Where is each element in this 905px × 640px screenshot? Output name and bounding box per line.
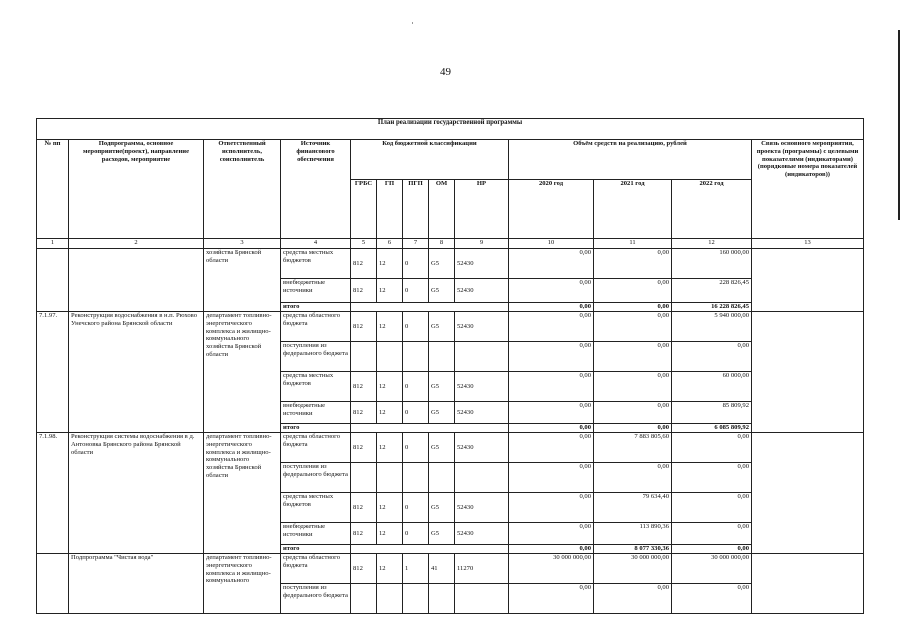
row-num: 7.1.97. <box>37 312 69 433</box>
cell-grbs: 812 <box>351 493 377 523</box>
col-number: 4 <box>281 239 351 249</box>
header-nr: НР <box>455 180 509 239</box>
cell-om: G5 <box>429 433 455 463</box>
row-source: средства областного бюджета <box>281 312 351 342</box>
header-name: Подпрограмма, основное мероприятие(проект), направление расходов, мероприятие <box>69 140 204 239</box>
cell-2021: 0,00 <box>594 249 672 279</box>
cell-om: G5 <box>429 493 455 523</box>
cell-2021: 30 000 000,00 <box>594 554 672 584</box>
row-source: поступления из федерального бюджета <box>281 463 351 493</box>
row-name: Реконструкция водоснабжения в н.п. Рюхово Унечского района Брянской области <box>69 312 204 433</box>
header-2021: 2021 год <box>594 180 672 239</box>
cell-gp: 12 <box>377 312 403 342</box>
cell-grbs: 812 <box>351 402 377 424</box>
total-2022: 16 228 826,45 <box>672 303 752 312</box>
row-name: Реконструкция системы водоснабжения в д. Антоновка Брянского района Брянской области <box>69 433 204 554</box>
cell-2020: 0,00 <box>509 372 594 402</box>
row-link <box>752 312 864 433</box>
total-2021: 8 077 330,36 <box>594 545 672 554</box>
cell-gp: 12 <box>377 372 403 402</box>
cell-2021: 0,00 <box>594 279 672 303</box>
row-link <box>752 433 864 554</box>
row-num <box>37 249 69 312</box>
cell-om: G5 <box>429 249 455 279</box>
cell-grbs: 812 <box>351 312 377 342</box>
cell-2022: 0,00 <box>672 342 752 372</box>
row-source: внебюджетные источники <box>281 523 351 545</box>
cell-om: 41 <box>429 554 455 584</box>
row-executor: департамент топливно-энергетического комплекса и жилищно-коммунального хозяйства Брянской области <box>204 312 281 433</box>
cell-nr: 52430 <box>455 523 509 545</box>
cell-gp: 12 <box>377 433 403 463</box>
cell-2020: 0,00 <box>509 433 594 463</box>
cell-pgp <box>403 463 429 493</box>
cell-2021: 7 883 805,60 <box>594 433 672 463</box>
cell-grbs <box>351 584 377 614</box>
cell-gp: 12 <box>377 402 403 424</box>
col-number: 1 <box>37 239 69 249</box>
column-number-row <box>37 239 864 249</box>
row-source: средства областного бюджета <box>281 554 351 584</box>
col-number: 5 <box>351 239 377 249</box>
cell-2021: 113 890,36 <box>594 523 672 545</box>
total-2020: 0,00 <box>509 424 594 433</box>
row-source: средства местных бюджетов <box>281 249 351 279</box>
cell-nr <box>455 342 509 372</box>
cell-nr: 52430 <box>455 433 509 463</box>
header-om: ОМ <box>429 180 455 239</box>
cell-grbs: 812 <box>351 279 377 303</box>
cell-grbs: 812 <box>351 372 377 402</box>
cell-2021: 79 634,40 <box>594 493 672 523</box>
total-label: итого <box>281 545 351 554</box>
table-row <box>37 433 864 463</box>
row-executor: хозяйства Брянской области <box>204 249 281 312</box>
header-num: № пп <box>37 140 69 239</box>
cell-nr: 52430 <box>455 312 509 342</box>
cell-nr: 52430 <box>455 493 509 523</box>
row-source: поступления из федерального бюджета <box>281 342 351 372</box>
cell-nr <box>455 584 509 614</box>
cell-2022: 0,00 <box>672 463 752 493</box>
table-title-row <box>37 119 864 140</box>
header-budget-code: Код бюджетной классификации <box>351 140 509 180</box>
row-source: внебюджетные источники <box>281 402 351 424</box>
row-executor: департамент топливно-энергетического комплекса и жилищно-коммунального хозяйства Брянской области <box>204 433 281 554</box>
cell-om <box>429 342 455 372</box>
row-num: 7.1.98. <box>37 433 69 554</box>
cell-nr <box>455 463 509 493</box>
cell-2020: 0,00 <box>509 523 594 545</box>
cell-2022: 160 000,00 <box>672 249 752 279</box>
cell-nr: 52430 <box>455 249 509 279</box>
row-source: внебюджетные источники <box>281 279 351 303</box>
col-number: 2 <box>69 239 204 249</box>
cell-2020: 0,00 <box>509 342 594 372</box>
header-gp: ГП <box>377 180 403 239</box>
cell-gp <box>377 584 403 614</box>
cell-pgp: 0 <box>403 279 429 303</box>
table-row <box>37 312 864 342</box>
col-number: 12 <box>672 239 752 249</box>
cell-2022: 85 809,92 <box>672 402 752 424</box>
col-number: 6 <box>377 239 403 249</box>
cell-pgp: 0 <box>403 312 429 342</box>
cell-pgp: 0 <box>403 433 429 463</box>
cell-2020: 0,00 <box>509 402 594 424</box>
program-plan-table <box>36 118 864 614</box>
table-row <box>37 249 864 279</box>
cell-2020: 0,00 <box>509 279 594 303</box>
cell-2022: 228 826,45 <box>672 279 752 303</box>
cell-pgp: 0 <box>403 402 429 424</box>
cell-2020: 30 000 000,00 <box>509 554 594 584</box>
cell-pgp: 0 <box>403 249 429 279</box>
cell-pgp: 0 <box>403 372 429 402</box>
cell-2020: 0,00 <box>509 463 594 493</box>
row-source: средства областного бюджета <box>281 433 351 463</box>
total-code-empty <box>351 303 509 312</box>
cell-grbs: 812 <box>351 249 377 279</box>
cell-2022: 30 000 000,00 <box>672 554 752 584</box>
row-name <box>69 249 204 312</box>
cell-gp: 12 <box>377 493 403 523</box>
total-code-empty <box>351 545 509 554</box>
cell-gp: 12 <box>377 279 403 303</box>
cell-2020: 0,00 <box>509 249 594 279</box>
row-source: средства местных бюджетов <box>281 372 351 402</box>
total-2020: 0,00 <box>509 303 594 312</box>
cell-2021: 0,00 <box>594 342 672 372</box>
row-source: средства местных бюджетов <box>281 493 351 523</box>
row-name: Подпрограмма "Чистая вода" <box>69 554 204 614</box>
cell-2022: 5 940 000,00 <box>672 312 752 342</box>
cell-grbs: 812 <box>351 554 377 584</box>
cell-gp: 12 <box>377 249 403 279</box>
total-code-empty <box>351 424 509 433</box>
cell-nr: 52430 <box>455 372 509 402</box>
header-2020: 2020 год <box>509 180 594 239</box>
total-2020: 0,00 <box>509 545 594 554</box>
row-source: поступления из федерального бюджета <box>281 584 351 614</box>
total-label: итого <box>281 424 351 433</box>
cell-2021: 0,00 <box>594 463 672 493</box>
cell-pgp <box>403 584 429 614</box>
cell-om: G5 <box>429 279 455 303</box>
cell-nr: 11270 <box>455 554 509 584</box>
table-title: План реализации государственной программы <box>37 119 864 140</box>
cell-2020: 0,00 <box>509 493 594 523</box>
cell-2022: 0,00 <box>672 493 752 523</box>
cell-om: G5 <box>429 402 455 424</box>
col-number: 10 <box>509 239 594 249</box>
cell-2022: 0,00 <box>672 433 752 463</box>
cell-grbs: 812 <box>351 433 377 463</box>
cell-2021: 0,00 <box>594 372 672 402</box>
total-label: итого <box>281 303 351 312</box>
row-executor: департамент топливно-энергетического комплекса и жилищно-коммунального <box>204 554 281 614</box>
cell-om: G5 <box>429 372 455 402</box>
cell-2020: 0,00 <box>509 312 594 342</box>
cell-gp: 12 <box>377 554 403 584</box>
row-num <box>37 554 69 614</box>
header-source: Источник финансового обеспечения <box>281 140 351 239</box>
header-2022: 2022 год <box>672 180 752 239</box>
cell-gp <box>377 342 403 372</box>
col-number: 3 <box>204 239 281 249</box>
scan-edge-mark <box>898 30 900 220</box>
row-link <box>752 554 864 614</box>
header-link: Связь основного мероприятия, проекта (программы) с целевыми показателями (индикаторами) (порядковые номера показателей (индикаторов)) <box>752 140 864 239</box>
header-row-1 <box>37 140 864 180</box>
cell-grbs: 812 <box>351 523 377 545</box>
col-number: 8 <box>429 239 455 249</box>
cell-2021: 0,00 <box>594 584 672 614</box>
cell-2020: 0,00 <box>509 584 594 614</box>
cell-nr: 52430 <box>455 279 509 303</box>
total-2022: 6 085 809,92 <box>672 424 752 433</box>
cell-nr: 52430 <box>455 402 509 424</box>
cell-2022: 0,00 <box>672 523 752 545</box>
page-number: 49 <box>440 66 451 78</box>
cell-2022: 0,00 <box>672 584 752 614</box>
total-2022: 0,00 <box>672 545 752 554</box>
cell-2021: 0,00 <box>594 312 672 342</box>
cell-pgp: 1 <box>403 554 429 584</box>
header-executor: Ответственный исполнитель, соисполнитель <box>204 140 281 239</box>
col-number: 11 <box>594 239 672 249</box>
total-2021: 0,00 <box>594 303 672 312</box>
cell-pgp <box>403 342 429 372</box>
cell-om: G5 <box>429 523 455 545</box>
cell-2021: 0,00 <box>594 402 672 424</box>
header-pgp: ПГП <box>403 180 429 239</box>
header-amount: Объём средств на реализацию, рублей <box>509 140 752 180</box>
header-grbs: ГРБС <box>351 180 377 239</box>
cell-om <box>429 463 455 493</box>
col-number: 13 <box>752 239 864 249</box>
col-number: 7 <box>403 239 429 249</box>
cell-om <box>429 584 455 614</box>
cell-gp: 12 <box>377 523 403 545</box>
col-number: 9 <box>455 239 509 249</box>
table-row <box>37 554 864 584</box>
scan-speck <box>412 22 413 24</box>
cell-grbs <box>351 463 377 493</box>
cell-gp <box>377 463 403 493</box>
cell-grbs <box>351 342 377 372</box>
cell-om: G5 <box>429 312 455 342</box>
cell-2022: 60 000,00 <box>672 372 752 402</box>
cell-pgp: 0 <box>403 523 429 545</box>
row-link <box>752 249 864 312</box>
total-2021: 0,00 <box>594 424 672 433</box>
cell-pgp: 0 <box>403 493 429 523</box>
